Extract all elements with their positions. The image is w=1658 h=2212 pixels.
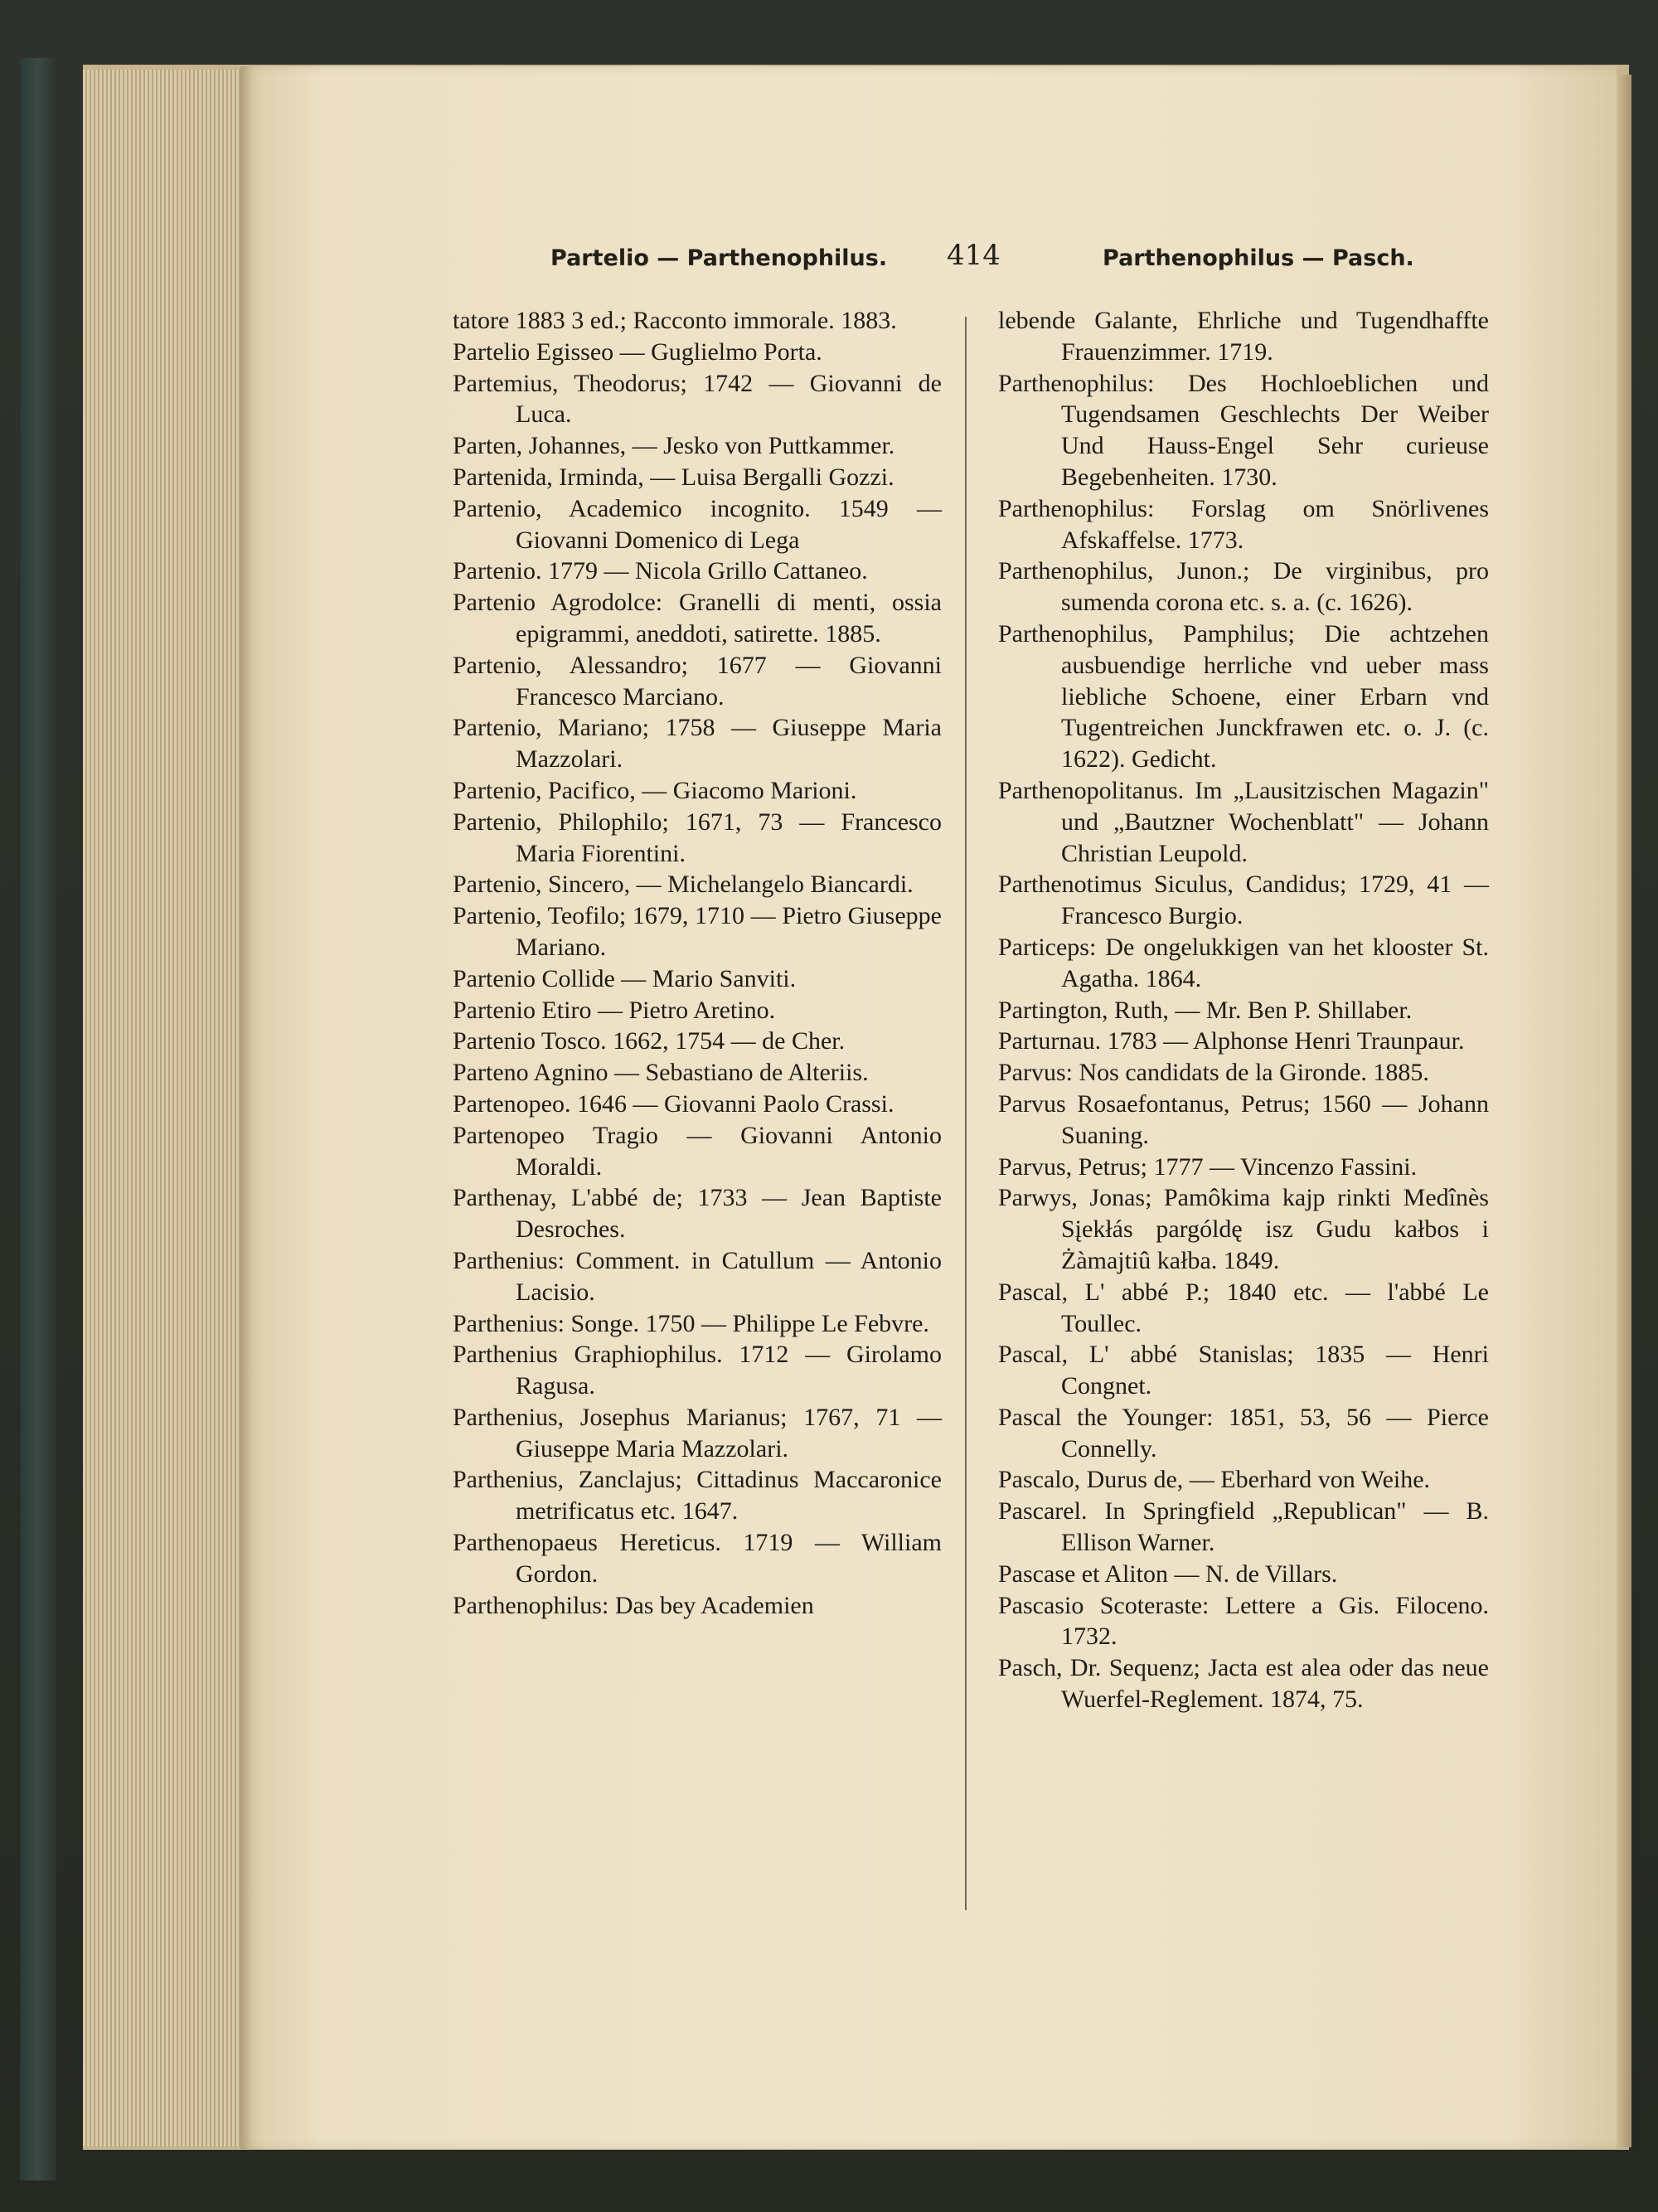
- index-entry: Partenio, Mariano; 1758 — Giuseppe Maria Mazzolari.: [453, 714, 942, 774]
- index-entry: Partenio Tosco. 1662, 1754 — de Cher.: [453, 1027, 846, 1055]
- index-entry: Particeps: De ongelukkigen van het klooster St. Agatha. 1864.: [998, 933, 1489, 992]
- index-entry: Partenida, Irminda, — Luisa Bergalli Gozzi.: [453, 463, 894, 491]
- index-entry: Partenio Agrodolce: Granelli di menti, ossia epigrammi, aneddoti, satirette. 1885.: [453, 589, 942, 648]
- index-entry: Pascarel. In Springfield „Republican" — B. Ellison Warner.: [998, 1497, 1489, 1557]
- facing-page-edge: [1617, 75, 1631, 2147]
- index-entry: Pascal, L' abbé P.; 1840 etc. — l'abbé Le Toullec.: [998, 1278, 1489, 1337]
- index-entry: Parturnau. 1783 — Alphonse Henri Traunpaur.: [998, 1027, 1465, 1055]
- index-entry: Parwys, Jonas; Pamôkima kajp rinkti Medînès Sįekłás pargóldę isz Gudu kałbos i Żàmajtiû kałba. 1849.: [998, 1184, 1489, 1274]
- index-entry: Partenio, Teofilo; 1679, 1710 — Pietro Giuseppe Mariano.: [453, 902, 942, 961]
- index-entry: Partenio. 1779 — Nicola Grillo Cattaneo.: [453, 557, 868, 585]
- left-column: [453, 305, 942, 1621]
- index-entry: Parthenophilus, Junon.; De virginibus, pro sumenda corona etc. s. a. (c. 1626).: [998, 557, 1489, 617]
- running-header-left: Partelio — Parthenophilus.: [550, 245, 888, 271]
- page-number: 414: [947, 239, 1001, 272]
- index-entry: Parthenophilus: Des Hochloeblichen und Tugendsamen Geschlechts Der Weiber Und Hauss-Engel Sehr curieuse Begebenheiten. 1730.: [998, 369, 1489, 491]
- index-entry: lebende Galante, Ehrliche und Tugendhaffte Frauenzimmer. 1719.: [998, 307, 1489, 366]
- index-entry: Parthenophilus, Pamphilus; Die achtzehen ausbuendige herrliche vnd ueber mass liebliche Schoene, einer Erbarn vnd Tugentreichen Junckfrawen etc. o. J. (c. 1622). Gedicht.: [998, 619, 1489, 774]
- index-entry: Parthenius Graphiophilus. 1712 — Girolamo Ragusa.: [453, 1341, 942, 1400]
- page-edges: [83, 70, 249, 2147]
- index-entry: Parvus, Petrus; 1777 — Vincenzo Fassini.: [998, 1152, 1418, 1181]
- index-entry: Partenio Etiro — Pietro Aretino.: [453, 996, 776, 1024]
- index-entry: Partenopeo. 1646 — Giovanni Paolo Crassi.: [453, 1089, 894, 1118]
- index-entry: Parteno Agnino — Sebastiano de Alteriis.: [453, 1059, 869, 1087]
- right-column: [998, 305, 1489, 1715]
- index-entry: Pascase et Aliton — N. de Villars.: [998, 1560, 1338, 1588]
- index-entry: Partenio, Alessandro; 1677 — Giovanni Francesco Marciano.: [453, 651, 942, 711]
- index-entry: Partenio, Philophilo; 1671, 73 — Francesco Maria Fiorentini.: [453, 808, 942, 867]
- index-entry: Parvus: Nos candidats de la Gironde. 1885.: [998, 1059, 1429, 1087]
- index-entry: Parthenophilus: Forslag om Snörlivenes Afskaffelse. 1773.: [998, 494, 1489, 554]
- index-entry: Partenio, Sincero, — Michelangelo Biancardi.: [453, 871, 914, 899]
- index-entry: Partelio Egisseo — Guglielmo Porta.: [453, 337, 822, 366]
- index-entry: Parthenius, Zanclajus; Cittadinus Maccaronice metrificatus etc. 1647.: [453, 1466, 942, 1526]
- index-entry: Parten, Johannes, — Jesko von Puttkammer.: [453, 432, 895, 460]
- index-entry: Parthenay, L'abbé de; 1733 — Jean Baptiste Desroches.: [453, 1184, 942, 1244]
- index-entry: Pascasio Scoteraste: Lettere a Gis. Filoceno. 1732.: [998, 1591, 1489, 1651]
- index-entry: Parthenopaeus Hereticus. 1719 — William Gordon.: [453, 1529, 942, 1588]
- index-entry: Parthenius: Songe. 1750 — Philippe Le Febvre.: [453, 1309, 929, 1337]
- index-entry: Partenio, Academico incognito. 1549 — Giovanni Domenico di Lega: [453, 494, 942, 554]
- index-entry: Partenio Collide — Mario Sanviti.: [453, 964, 797, 992]
- index-entry: Parthenius, Josephus Marianus; 1767, 71 — Giuseppe Maria Mazzolari.: [453, 1403, 942, 1463]
- running-header-right: Parthenophilus — Pasch.: [1103, 245, 1414, 271]
- index-entry: Partenio, Pacifico, — Giacomo Marioni.: [453, 776, 857, 804]
- book-cover-edge: [20, 58, 56, 2180]
- index-entry: Parvus Rosaefontanus, Petrus; 1560 — Johann Suaning.: [998, 1089, 1489, 1149]
- index-entry: Pascal the Younger: 1851, 53, 56 — Pierce Connelly.: [998, 1403, 1489, 1463]
- index-entry: Parthenius: Comment. in Catullum — Antonio Lacisio.: [453, 1246, 942, 1306]
- index-entry: Pascalo, Durus de, — Eberhard von Weihe.: [998, 1466, 1431, 1494]
- index-entry: Partenopeo Tragio — Giovanni Antonio Moraldi.: [453, 1121, 942, 1181]
- index-entry: Parthenophilus: Das bey Academien: [453, 1591, 814, 1619]
- index-entry: Parthenotimus Siculus, Candidus; 1729, 41 — Francesco Burgio.: [998, 871, 1489, 930]
- index-entry: Pasch, Dr. Sequenz; Jacta est alea oder das neue Wuerfel-Reglement. 1874, 75.: [998, 1654, 1489, 1714]
- index-entry: Parthenopolitanus. Im „Lausitzischen Magazin" und „Bautzner Wochenblatt" — Johann Christian Leupold.: [998, 776, 1489, 867]
- index-entry: tatore 1883 3 ed.; Racconto immorale. 1883.: [453, 307, 897, 334]
- index-entry: Pascal, L' abbé Stanislas; 1835 — Henri Congnet.: [998, 1341, 1489, 1400]
- index-entry: Partemius, Theodorus; 1742 — Giovanni de Luca.: [453, 369, 942, 429]
- column-divider: [965, 317, 967, 1910]
- index-entry: Partington, Ruth, — Mr. Ben P. Shillaber.: [998, 996, 1413, 1024]
